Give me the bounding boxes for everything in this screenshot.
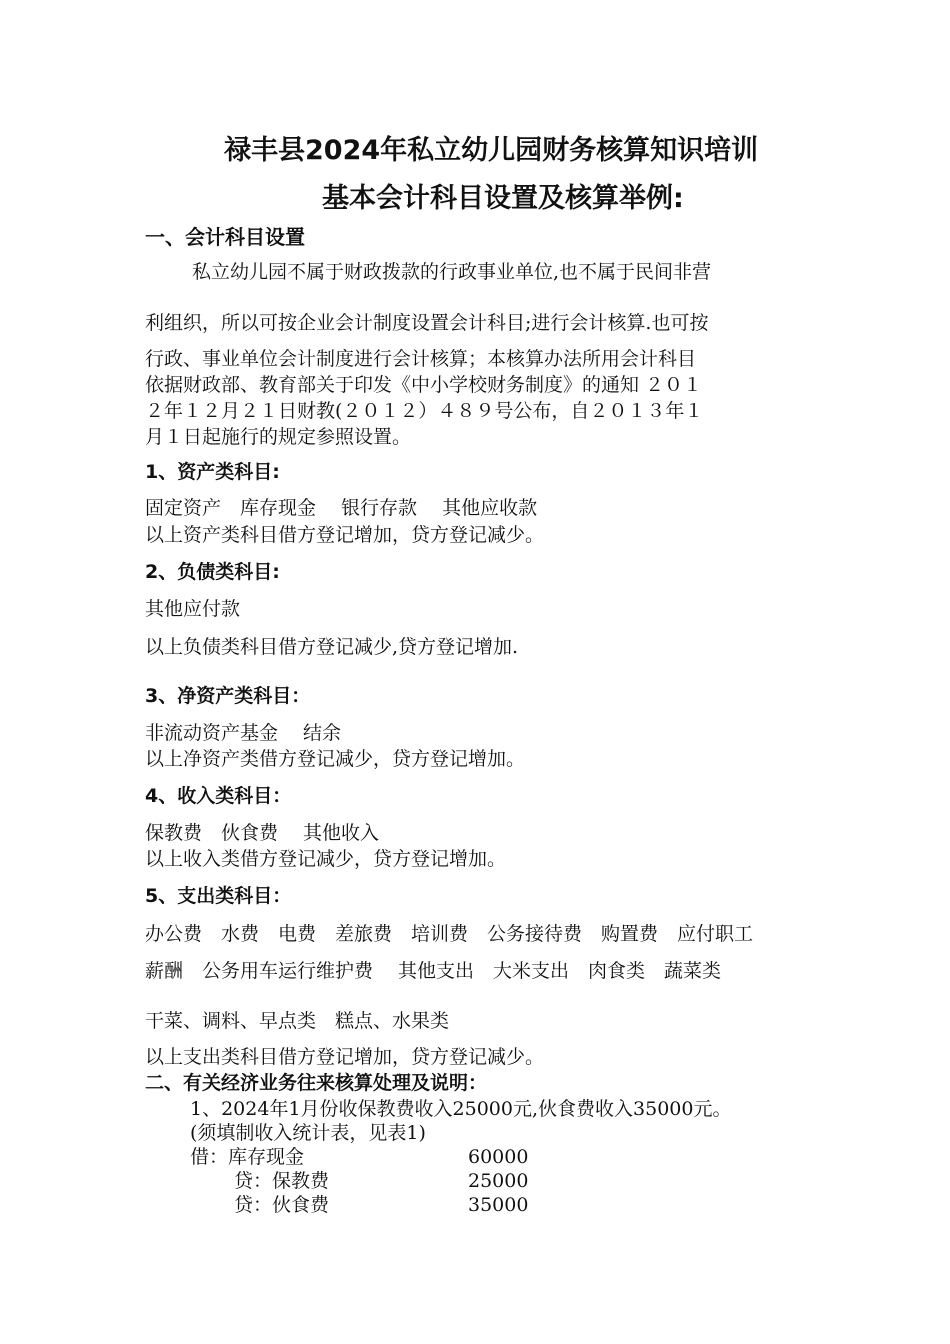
liabilities-items: 其他应付款: [145, 598, 241, 620]
journal-entry-label: 借：库存现金: [190, 1146, 305, 1168]
expense-items-line: 办公费 水费 电费 差旅费 培训费 公务接待费 购置费 应付职工: [145, 923, 754, 945]
document-title: 禄丰县2024年私立幼儿园财务核算知识培训: [224, 135, 759, 166]
example-text: 1、2024年1月份收保教费收入25000元,伙食费收入35000元。: [190, 1098, 732, 1120]
subsection-heading-income: 4、收入类科目：: [145, 785, 292, 807]
example-note: (须填制收入统计表，见表1): [190, 1122, 426, 1144]
subsection-heading-assets: 1、资产类科目:: [145, 461, 280, 483]
assets-items: 固定资产 库存现金 银行存款 其他应收款: [145, 497, 538, 519]
paragraph-line: 利组织，所以可按企业会计制度设置会计科目;进行会计核算.也可按: [145, 312, 709, 334]
section-heading: 一、会计科目设置: [145, 225, 305, 249]
paragraph-line: 依据财政部、教育部关于印发《中小学校财务制度》的通知 ２０１: [145, 374, 703, 396]
journal-entry-label: 贷：伙食费: [234, 1194, 330, 1216]
expense-items-line: 薪酬 公务用车运行维护费 其他支出 大米支出 肉食类 蔬菜类: [145, 960, 722, 982]
paragraph-line: 月１日起施行的规定参照设置。: [145, 426, 412, 448]
journal-entry-amount: 35000: [468, 1194, 529, 1216]
expense-items-line: 干菜、调料、早点类 糕点、水果类: [145, 1010, 450, 1032]
expense-note: 以上支出类科目借方登记增加，贷方登记减少。: [145, 1046, 545, 1068]
paragraph-line: 私立幼儿园不属于财政拨款的行政事业单位,也不属于民间非营: [192, 261, 712, 283]
subsection-heading-liabilities: 2、负债类科目:: [145, 561, 280, 583]
net-assets-items: 非流动资产基金 结余: [145, 722, 342, 744]
paragraph-line: ２年１２月２１日财教(２０１２）４８９号公布，自２０１３年１: [145, 400, 704, 422]
subsection-heading-expense: 5、支出类科目：: [145, 885, 292, 907]
document-subtitle: 基本会计科目设置及核算举例:: [322, 183, 684, 214]
subsection-heading-net-assets: 3、净资产类科目：: [145, 685, 311, 707]
journal-entry-amount: 25000: [468, 1170, 529, 1192]
assets-note: 以上资产类科目借方登记增加，贷方登记减少。: [145, 524, 545, 546]
journal-entry-amount: 60000: [468, 1146, 529, 1168]
net-assets-note: 以上净资产类借方登记减少，贷方登记增加。: [145, 748, 526, 770]
income-note: 以上收入类借方登记减少，贷方登记增加。: [145, 848, 507, 870]
liabilities-note: 以上负债类科目借方登记减少,贷方登记增加.: [145, 636, 519, 658]
paragraph-line: 行政、事业单位会计制度进行会计核算；本核算办法所用会计科目: [145, 348, 697, 370]
income-items: 保教费 伙食费 其他收入: [145, 822, 380, 844]
section-heading: 二、有关经济业务往来核算处理及说明：: [145, 1072, 488, 1094]
journal-entry-label: 贷：保教费: [234, 1170, 330, 1192]
